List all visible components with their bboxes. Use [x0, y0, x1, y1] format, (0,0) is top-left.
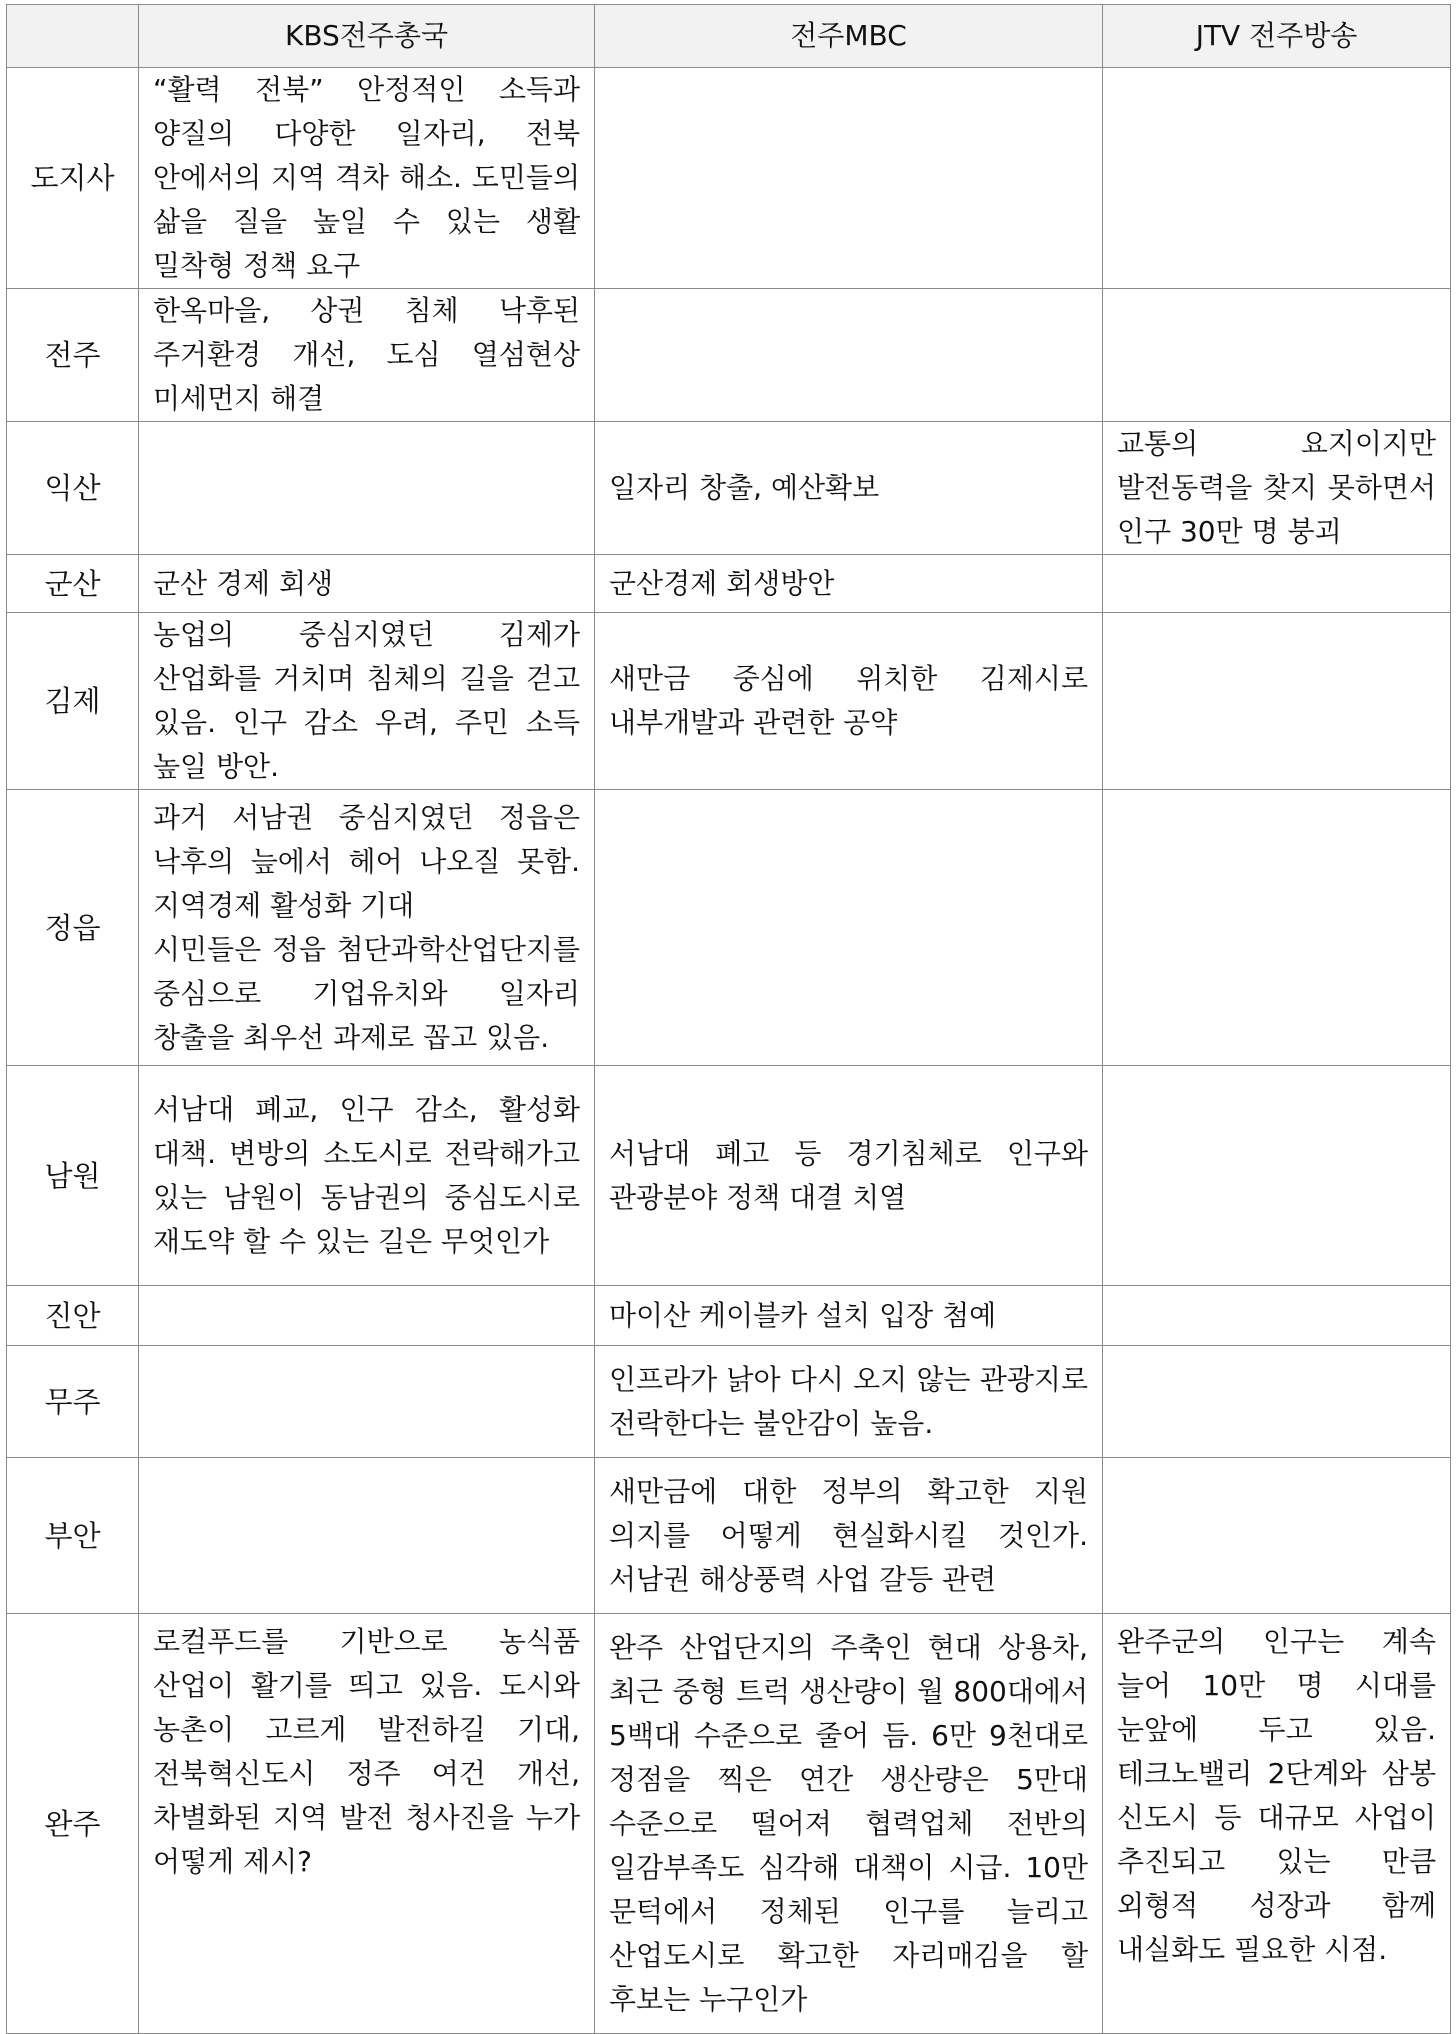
table-row [7, 613, 1451, 790]
table-row [7, 790, 1451, 1066]
region-cell: 부안 [7, 1458, 139, 1614]
jtv-cell [1103, 613, 1451, 790]
table-row [7, 1458, 1451, 1614]
kbs-cell [139, 422, 595, 555]
mbc-cell: 완주 산업단지의 주축인 현대 상용차, 최근 중형 트럭 생산량이 월 800대에서 5백대 수준으로 줄어 듬. 6만 9천대로 정점을 찍은 연간 생산량은 5만대 수준으로 떨어져 협력업체 전반의 일감부족도 심각해 대책이 시급. 10만 문턱에서 정체된 인구를 늘리고 산업도시로 확고한 자리매김을 할 후보는 누구인가 [595, 1614, 1103, 2034]
region-cell: 무주 [7, 1346, 139, 1458]
kbs-cell [139, 1286, 595, 1346]
kbs-cell-paragraph: 과거 서남권 중심지였던 정읍은 낙후의 늪에서 헤어 나오질 못함. 지역경제 활성화 기대 [153, 800, 580, 922]
header-kbs: KBS전주총국 [139, 5, 595, 68]
table-row [7, 422, 1451, 555]
jtv-cell: 완주군의 인구는 계속 늘어 10만 명 시대를 눈앞에 두고 있음. 테크노밸리 2단계와 삼봉 신도시 등 대규모 사업이 추진되고 있는 만큼 외형적 성장과 함께 내실화도 필요한 시점. [1103, 1614, 1451, 2034]
region-cell: 전주 [7, 289, 139, 422]
kbs-cell [139, 790, 595, 1066]
table-row [7, 289, 1451, 422]
region-cell: 진안 [7, 1286, 139, 1346]
jtv-cell [1103, 1066, 1451, 1286]
region-cell: 도지사 [7, 68, 139, 289]
mbc-cell [595, 68, 1103, 289]
kbs-cell: 로컬푸드를 기반으로 농식품 산업이 활기를 띄고 있음. 도시와 농촌이 고르게 발전하길 기대, 전북혁신도시 정주 여건 개선, 차별화된 지역 발전 청사진을 누가 어떻게 제시? [139, 1614, 595, 2034]
jtv-cell [1103, 555, 1451, 613]
jtv-cell [1103, 68, 1451, 289]
mbc-cell: 일자리 창출, 예산확보 [595, 422, 1103, 555]
table-row [7, 1286, 1451, 1346]
header-corner-cell [7, 5, 139, 68]
table-row [7, 555, 1451, 613]
mbc-cell [595, 790, 1103, 1066]
mbc-cell: 새만금 중심에 위치한 김제시로 내부개발과 관련한 공약 [595, 613, 1103, 790]
kbs-cell: 서남대 폐교, 인구 감소, 활성화 대책. 변방의 소도시로 전락해가고 있는 남원이 동남권의 중심도시로 재도약 할 수 있는 길은 무엇인가 [139, 1066, 595, 1286]
table-row [7, 1614, 1451, 2034]
region-cell: 군산 [7, 555, 139, 613]
jtv-cell [1103, 289, 1451, 422]
broadcaster-agenda-table [6, 4, 1451, 2034]
kbs-cell: 농업의 중심지였던 김제가 산업화를 거치며 침체의 길을 걷고 있음. 인구 감소 우려, 주민 소득 높일 방안. [139, 613, 595, 790]
region-cell: 정읍 [7, 790, 139, 1066]
region-cell: 완주 [7, 1614, 139, 2034]
table-row [7, 1346, 1451, 1458]
jtv-cell [1103, 1346, 1451, 1458]
mbc-cell: 마이산 케이블카 설치 입장 첨예 [595, 1286, 1103, 1346]
jtv-cell [1103, 1458, 1451, 1614]
mbc-cell: 군산경제 회생방안 [595, 555, 1103, 613]
mbc-cell: 인프라가 낡아 다시 오지 않는 관광지로 전락한다는 불안감이 높음. [595, 1346, 1103, 1458]
mbc-cell: 새만금에 대한 정부의 확고한 지원 의지를 어떻게 현실화시킬 것인가. 서남권 해상풍력 사업 갈등 관련 [595, 1458, 1103, 1614]
mbc-cell: 서남대 폐고 등 경기침체로 인구와 관광분야 정책 대결 치열 [595, 1066, 1103, 1286]
kbs-cell: “활력 전북” 안정적인 소득과 양질의 다양한 일자리, 전북 안에서의 지역 격차 해소. 도민들의 삶을 질을 높일 수 있는 생활 밀착형 정책 요구 [139, 68, 595, 289]
comparison-table-wrapper [6, 4, 1451, 2034]
table-header-row [7, 5, 1451, 68]
kbs-cell [139, 1346, 595, 1458]
table-row [7, 68, 1451, 289]
jtv-cell [1103, 790, 1451, 1066]
kbs-cell [139, 1458, 595, 1614]
header-jtv: JTV 전주방송 [1103, 5, 1451, 68]
kbs-cell: 군산 경제 회생 [139, 555, 595, 613]
jtv-cell: 교통의 요지이지만 발전동력을 찾지 못하면서 인구 30만 명 붕괴 [1103, 422, 1451, 555]
mbc-cell [595, 289, 1103, 422]
jtv-cell [1103, 1286, 1451, 1346]
header-mbc: 전주MBC [595, 5, 1103, 68]
kbs-cell: 한옥마을, 상권 침체 낙후된 주거환경 개선, 도심 열섬현상 미세먼지 해결 [139, 289, 595, 422]
region-cell: 익산 [7, 422, 139, 555]
region-cell: 남원 [7, 1066, 139, 1286]
region-cell: 김제 [7, 613, 139, 790]
table-row [7, 1066, 1451, 1286]
kbs-cell-paragraph: 시민들은 정읍 첨단과학산업단지를 중심으로 기업유치와 일자리 창출을 최우선 과제로 꼽고 있음. [153, 932, 580, 1054]
